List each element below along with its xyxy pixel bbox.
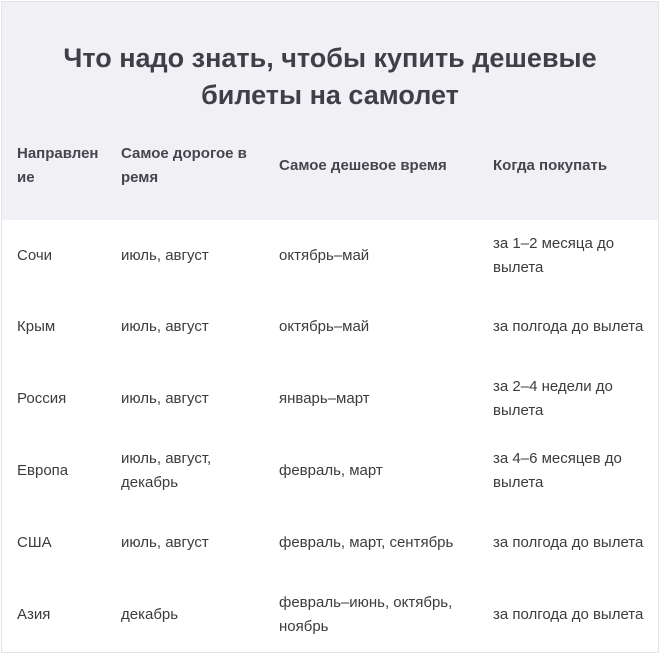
cell-direction: Россия <box>17 390 67 407</box>
cell-when-to-buy: за 2–4 недели до вылета <box>493 378 613 419</box>
cell-cheap-time: октябрь–май <box>279 318 370 335</box>
cell-when-to-buy: за полгода до вылета <box>493 606 644 623</box>
cell-cheap-time: февраль, март <box>279 462 383 479</box>
tickets-table <box>2 112 658 651</box>
table-header <box>2 112 658 220</box>
cell-expensive-time: июль, август <box>121 246 209 264</box>
cell-expensive-time: июль, август <box>121 390 209 407</box>
card-header <box>2 2 658 112</box>
table-row <box>2 579 658 651</box>
table-row <box>2 435 658 507</box>
cell-direction: Европа <box>17 462 69 479</box>
page-title: Что надо знать, чтобы купить дешевые билеты на самолет <box>63 43 597 110</box>
cell-direction: США <box>17 534 52 551</box>
table-row <box>2 291 658 363</box>
column-header-when-to-buy: Когда покупать <box>478 112 658 220</box>
column-header-cheap-time: Самое дешевое время <box>264 112 478 220</box>
table-body <box>2 220 658 651</box>
cell-expensive-time: июль, август <box>121 318 209 335</box>
cell-direction: Сочи <box>17 246 53 264</box>
price-table-card <box>1 1 659 653</box>
cell-when-to-buy: за полгода до вылета <box>493 318 644 335</box>
cell-expensive-time: июль, август, декабрь <box>121 450 212 491</box>
cell-expensive-time: июль, август <box>121 534 209 551</box>
cell-when-to-buy: за 4–6 месяцев до вылета <box>493 450 622 491</box>
table-row <box>2 507 658 579</box>
cell-cheap-time: февраль, март, сентябрь <box>279 534 454 551</box>
cell-direction: Азия <box>17 606 51 623</box>
cell-cheap-time: октябрь–май <box>279 246 370 264</box>
table-header-row <box>2 112 658 220</box>
table-row <box>2 363 658 435</box>
cell-expensive-time: декабрь <box>121 606 179 623</box>
cell-cheap-time: январь–март <box>279 390 370 407</box>
cell-when-to-buy: за полгода до вылета <box>493 534 644 551</box>
column-header-direction: Направление <box>2 112 106 220</box>
cell-cheap-time: февраль–июнь, октябрь, ноябрь <box>279 594 453 635</box>
column-header-expensive-time: Самое дорогое время <box>106 112 264 220</box>
cell-when-to-buy: за 1–2 месяца до вылета <box>493 234 615 276</box>
cell-direction: Крым <box>17 318 56 335</box>
table-row <box>2 220 658 291</box>
